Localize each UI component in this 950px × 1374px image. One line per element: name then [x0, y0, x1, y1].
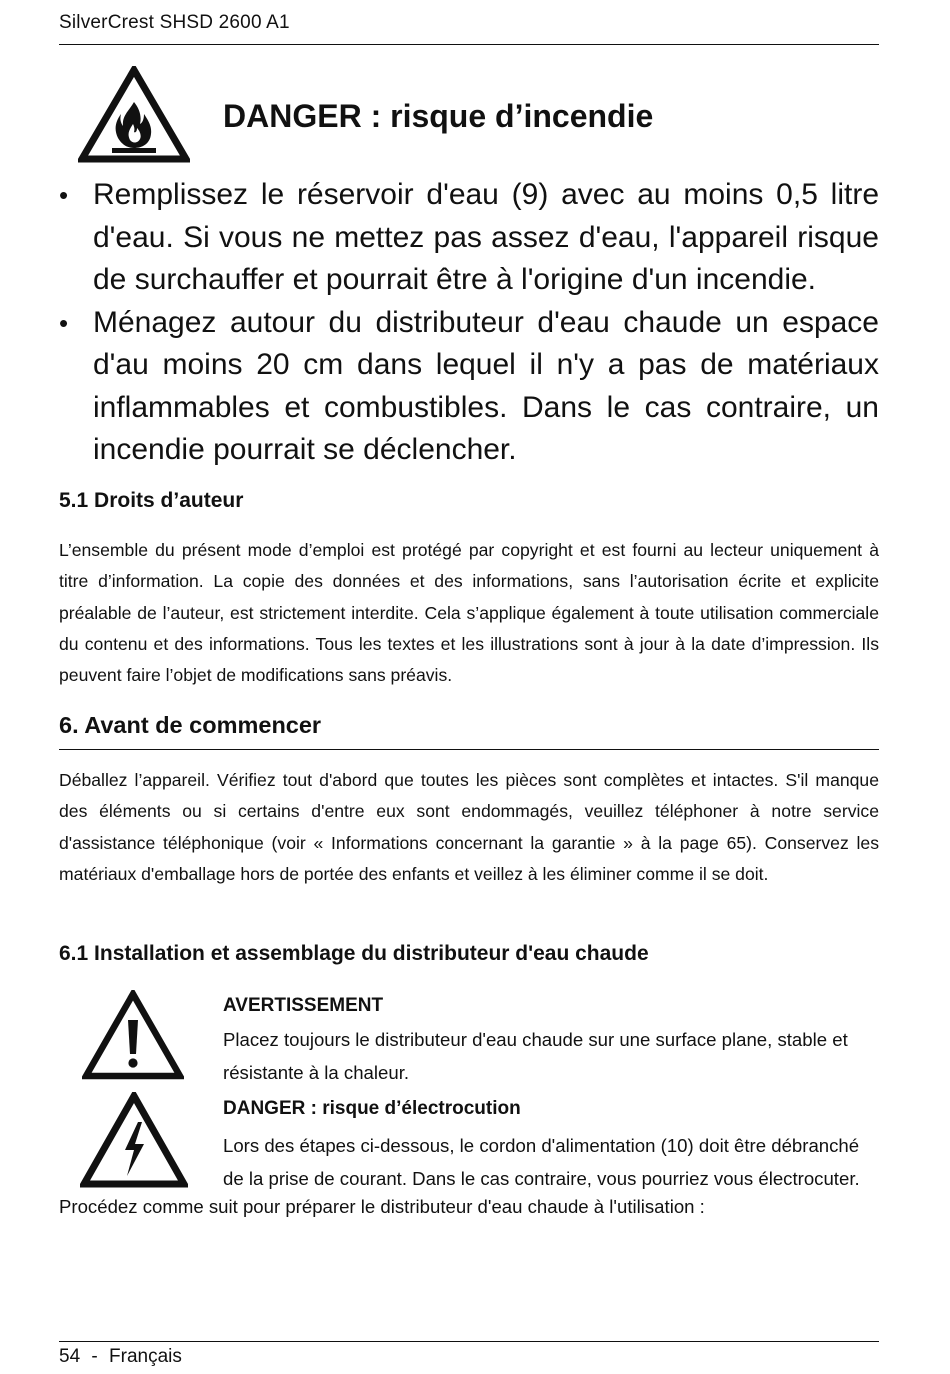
exclamation-warning-icon — [82, 990, 184, 1080]
footer-language: Français — [109, 1346, 182, 1367]
section-6-divider — [59, 749, 879, 750]
procedure-intro: Procédez comme suit pour préparer le distributeur d'eau chaude à l'utilisation : — [59, 1196, 705, 1217]
warning-title: AVERTISSEMENT — [223, 995, 384, 1016]
footer-separator: - — [91, 1346, 98, 1367]
bullet-icon: • — [59, 180, 69, 210]
bullet-icon: • — [59, 307, 69, 338]
bullet-text: Remplissez le réservoir d'eau (9) avec au moins 0,5 litre d'eau. Si vous ne mettez pas assez d'eau, l'appareil risque de surchauffer et pourrait être à l'origine d'un incendie. — [93, 178, 879, 296]
header-divider — [59, 44, 879, 45]
list-item — [59, 174, 879, 302]
electric-shock-warning-icon — [80, 1092, 188, 1188]
flammable-warning-icon — [78, 66, 190, 164]
section-6-heading: 6. Avant de commencer — [59, 712, 322, 738]
danger-electric-text: Lors des étapes ci-dessous, le cordon d'alimentation (10) doit être débranché de la prise de courant. Dans le cas contraire, vous pourriez vous électrocuter. — [223, 1135, 860, 1189]
section-6-1-heading: 6.1 Installation et assemblage du distributeur d'eau chaude — [59, 942, 649, 965]
footer-divider — [59, 1341, 879, 1342]
list-item — [59, 302, 879, 472]
section-5-1-heading: 5.1 Droits d’auteur — [59, 489, 244, 512]
danger-electric-title: DANGER : risque d’électrocution — [223, 1098, 521, 1119]
page-number: 54 — [59, 1346, 81, 1367]
section-5-1-paragraph: L’ensemble du présent mode d’emploi est protégé par copyright et est fourni au lecteur uniquement à titre d’information. La copie des données et des informations, sans l’autorisation écrite et explicite préalable de l’auteur, est strictement interdite. Cela s’applique également à toute utilisation commerciale du contenu et des informations. Tous les textes et les illustrations sont à jour à la date d’impression. Ils peuvent faire l’objet de modifications sans préavis. — [59, 540, 879, 686]
danger-fire-title: DANGER : risque d’incendie — [223, 98, 654, 134]
document-header-title: SilverCrest SHSD 2600 A1 — [59, 12, 290, 33]
page-footer — [59, 1346, 182, 1368]
bullet-text: Ménagez autour du distributeur d'eau chaude un espace d'au moins 20 cm dans lequel il n'y a pas de matériaux inflammables et combustibles. Dans le cas contraire, un incendie pourrait se déclencher. — [93, 305, 879, 466]
warning-text: Placez toujours le distributeur d'eau chaude sur une surface plane, stable et résistante à la chaleur. — [223, 1029, 848, 1083]
section-6-paragraph: Déballez l’appareil. Vérifiez tout d'abord que toutes les pièces sont complètes et intactes. S'il manque des éléments ou si certains d'entre eux sont endommagés, veuillez téléphoner à notre service d'assistance téléphonique (voir « Informations concernant la garantie » à la page 65). Conservez les matériaux d'emballage hors de portée des enfants et veillez à les éliminer comme il se doit. — [59, 770, 879, 884]
danger-fire-bullet-list — [59, 174, 879, 472]
